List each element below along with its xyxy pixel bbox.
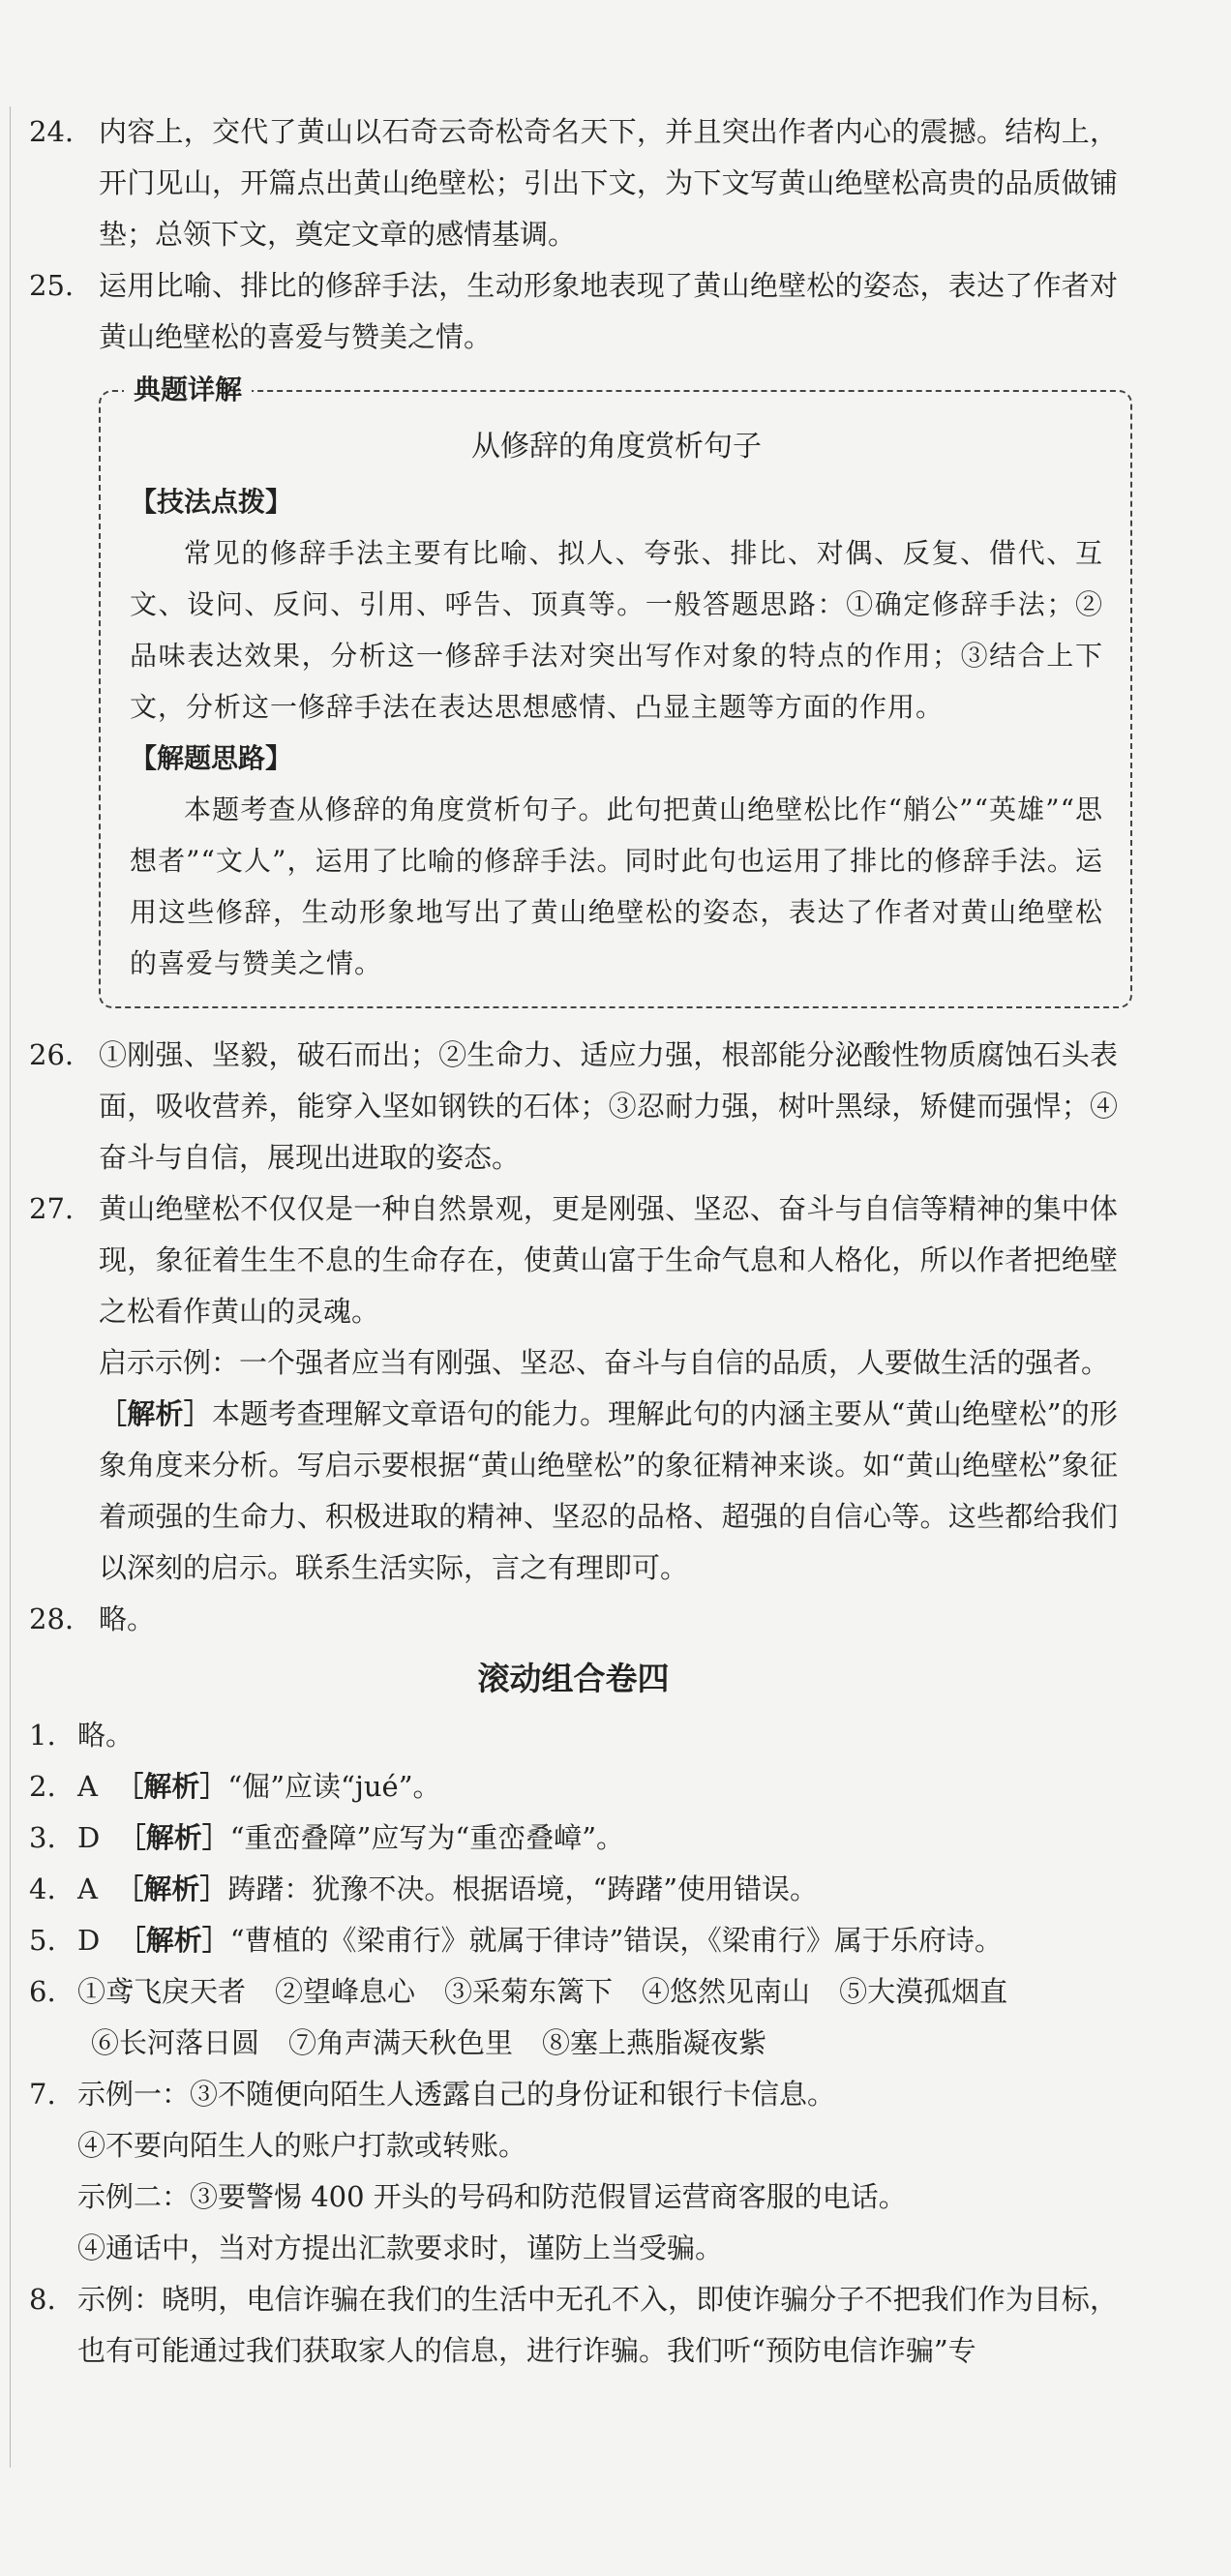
answer-27 [29,1183,1118,1594]
answer-number: 1. [29,1719,56,1752]
technique-label: 【技法点拨】 [130,486,293,518]
analysis-tag: ［解析］ [117,1821,230,1854]
answer-number: 25. [29,269,75,302]
answer-25 [29,260,1118,363]
answer-number: 27. [29,1192,75,1225]
answer-analysis [99,1389,1118,1594]
analysis-text: “曹植的《梁甫行》就属于律诗”错误，《梁甫行》属于乐府诗。 [229,1924,1003,1957]
answer-s5 [29,1915,1118,1966]
margin-rule [10,106,11,2468]
answer-24 [29,106,1118,260]
poem-line: ⑧塞上燕脂凝夜紫 [542,2026,767,2059]
analysis-tag: ［解析］ [99,1397,212,1430]
answer-number: 28. [29,1603,75,1635]
answer-s2 [29,1761,1118,1812]
answer-s3 [29,1812,1118,1864]
answer-text: 黄山绝壁松不仅仅是一种自然景观，更是刚强、坚忍、奋斗与自信等精神的集中体现，象征着生生不息的生命存在，使黄山富于生命气息和人格化，所以作者把绝壁之松看作黄山的灵魂。 [99,1192,1118,1328]
answer-s1 [29,1710,1118,1761]
answer-26 [29,1030,1118,1183]
answer-example: 启示示例：一个强者应当有刚强、坚忍、奋斗与自信的品质，人要做生活的强者。 [99,1346,1110,1379]
answer-s6 [29,1966,1118,2069]
analysis-tag: ［解析］ [115,1872,228,1905]
answer-number: 24. [29,115,75,148]
poem-line: ②望峰息心 [275,1975,416,2008]
poem-line: ④悠然见南山 [642,1975,811,2008]
answer-choice: D [77,1821,101,1854]
answer-choice: D [77,1924,101,1957]
answer-s8 [29,2274,1118,2377]
answer-text: 示例：晓明，电信诈骗在我们的生活中无孔不入，即使诈骗分子不把我们作为目标，也有可能通过我们获取家人的信息，进行诈骗。我们听“预防电信诈骗”专 [77,2283,1118,2367]
analysis-tag: ［解析］ [117,1924,230,1957]
poem-line: ⑥长河落日圆 [91,2026,260,2059]
explanation-heading: 从修辞的角度赏析句子 [471,430,762,464]
example-line: 示例二：③要警惕 400 开头的号码和防范假冒运营商客服的电话。 [77,2180,907,2213]
answer-s4 [29,1864,1118,1915]
poem-line: ⑦角声满天秋色里 [288,2026,514,2059]
answer-text: 运用比喻、排比的修辞手法，生动形象地表现了黄山绝壁松的姿态，表达了作者对黄山绝壁松的喜爱与赞美之情。 [99,269,1118,353]
example-line: ④通话中，当对方提出汇款要求时，谨防上当受骗。 [77,2232,724,2264]
answer-content [29,106,1118,2377]
answer-choice: A [77,1872,98,1905]
poem-line: ①鸢飞戾天者 [77,1975,247,2008]
poem-line: ⑤大漠孤烟直 [839,1975,1008,2008]
answer-text: 内容上，交代了黄山以石奇云奇松奇名天下，并且突出作者内心的震撼。结构上，开门见山，开篇点出黄山绝壁松；引出下文，为下文写黄山绝壁松高贵的品质做铺垫；总领下文，奠定文章的感情基调。 [99,115,1118,251]
analysis-text: 本题考查理解文章语句的能力。理解此句的内涵主要从“黄山绝壁松”的形象角度来分析。写启示要根据“黄山绝壁松”的象征精神来谈。如“黄山绝壁松”象征着顽强的生命力、积极进取的精神、坚忍的品格、超强的自信心等。这些都给我们以深刻的启示。联系生活实际，言之有理即可。 [99,1397,1118,1584]
explanation-box-title: 典题详解 [124,371,252,409]
explanation-box [99,374,1132,1008]
approach-label: 【解题思路】 [130,742,293,774]
analysis-tag: ［解析］ [115,1770,228,1803]
technique-paragraph: 常见的修辞手法主要有比喻、拟人、夸张、排比、对偶、反复、借代、互文、设问、反问、引用、呼告、顶真等。一般答题思路：①确定修辞手法；②品味表达效果，分析这一修辞手法对突出写作对象的特点的作用；③结合上下文，分析这一修辞手法在表达思想感情、凸显主题等方面的作用。 [130,537,1103,723]
example-line: 示例一：③不随便向陌生人透露自己的身份证和银行卡信息。 [77,2078,836,2111]
answer-number: 8. [29,2283,56,2316]
answer-text: 略。 [99,1603,156,1635]
section-title: 滚动组合卷四 [477,1660,670,1697]
answer-28 [29,1594,1118,1645]
answer-number: 5. [29,1924,56,1957]
example-line: ④不要向陌生人的账户打款或转账。 [77,2129,527,2162]
analysis-text: 踌躇：犹豫不决。根据语境，“踌躇”使用错误。 [227,1872,819,1905]
approach-paragraph: 本题考查从修辞的角度赏析句子。此句把黄山绝壁松比作“艄公”“英雄”“思想者”“文人”，运用了比喻的修辞手法。同时此句也运用了排比的修辞手法。运用这些修辞，生动形象地写出了黄山绝壁松的姿态，表达了作者对黄山绝壁松的喜爱与赞美之情。 [130,794,1103,979]
answer-number: 7. [29,2078,56,2111]
poem-line: ③采菊东篱下 [444,1975,614,2008]
answer-choice: A [77,1770,98,1803]
analysis-text: “倔”应读“jué”。 [227,1770,441,1803]
answer-s7 [29,2069,1118,2274]
answer-text: ①刚强、坚毅，破石而出；②生命力、适应力强，根部能分泌酸性物质腐蚀石头表面，吸收营养，能穿入坚如钢铁的石体；③忍耐力强，树叶黑绿，矫健而强悍；④奋斗与自信，展现出进取的姿态。 [99,1038,1118,1174]
answer-number: 6. [29,1975,56,2008]
answer-number: 2. [29,1770,56,1803]
answer-number: 26. [29,1038,75,1071]
answer-number: 3. [29,1821,56,1854]
answer-number: 4. [29,1872,56,1905]
answer-text: 略。 [77,1719,135,1752]
analysis-text: “重峦叠障”应写为“重峦叠嶂”。 [229,1821,625,1854]
